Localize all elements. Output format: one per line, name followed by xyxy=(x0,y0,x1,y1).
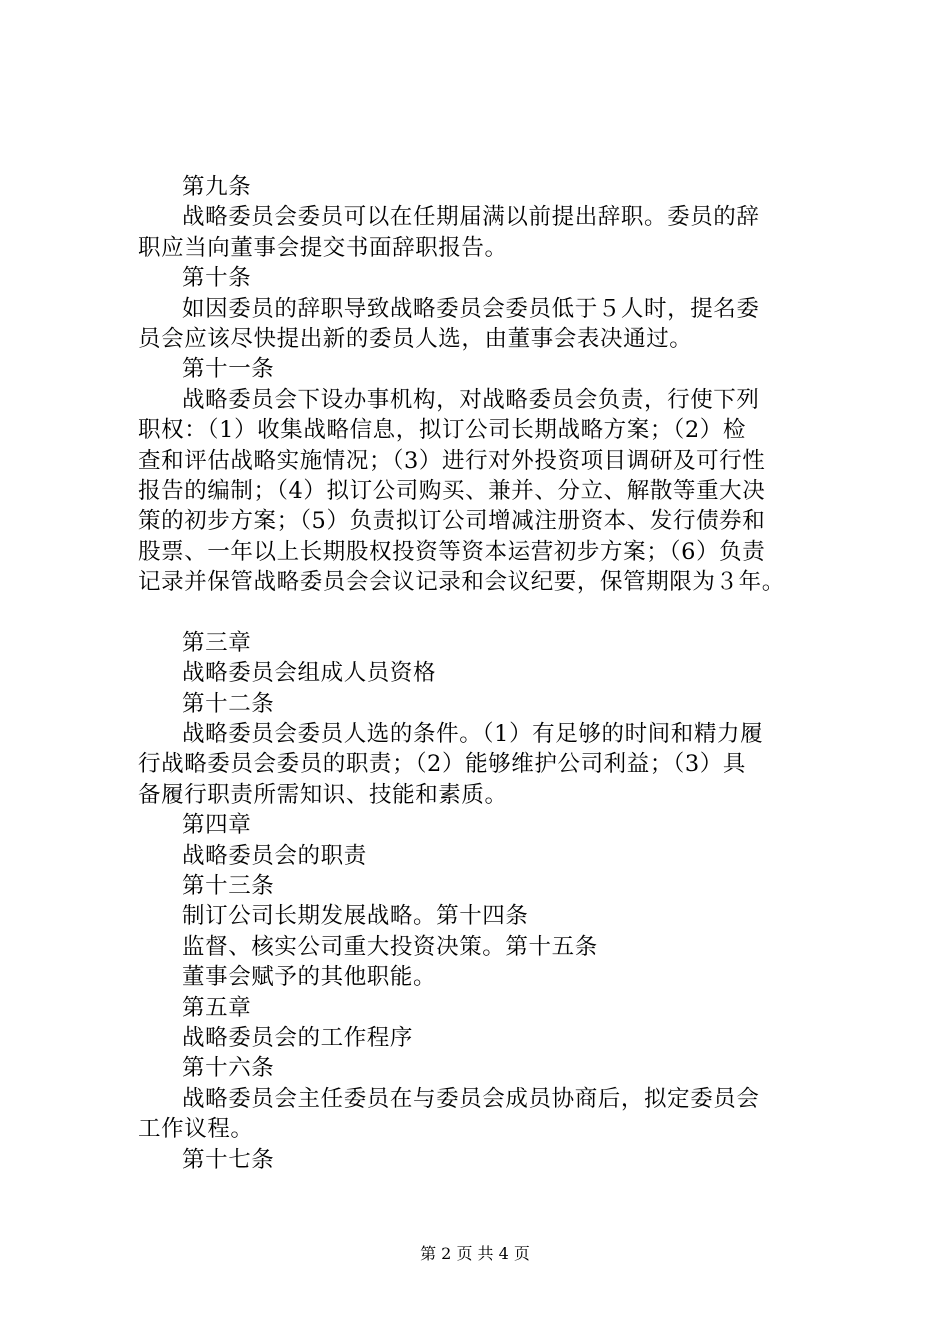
text-line: 战略委员会的工作程序 xyxy=(182,1024,414,1051)
text-line: 第十七条 xyxy=(182,1146,275,1173)
text-line: 第十条 xyxy=(182,265,252,292)
text-line: 第五章 xyxy=(182,994,252,1021)
text-line: 股票、一年以上长期股权投资等资本运营初步方案；（6）负责 xyxy=(138,538,766,565)
text-line: 备履行职责所需知识、技能和素质。 xyxy=(138,781,508,808)
text-line: 查和评估战略实施情况；（3）进行对外投资项目调研及可行性 xyxy=(138,447,766,474)
text-line: 职权：（1）收集战略信息，拟订公司长期战略方案；（2）检 xyxy=(138,417,746,444)
text-line: 战略委员会委员人选的条件。（1）有足够的时间和精力履 xyxy=(182,721,764,748)
text-line: 职应当向董事会提交书面辞职报告。 xyxy=(138,234,508,261)
text-line: 如因委员的辞职导致战略委员会委员低于５人时，提名委 xyxy=(182,295,760,322)
text-line: 记录并保管战略委员会会议记录和会议纪要，保管期限为３年。 xyxy=(138,569,785,596)
text-line: 行战略委员会委员的职责；（2）能够维护公司利益；（3）具 xyxy=(138,751,746,778)
text-line: 战略委员会的职责 xyxy=(182,842,367,869)
text-line: 战略委员会组成人员资格 xyxy=(182,660,437,687)
blank-line xyxy=(138,597,838,627)
text-line: 董事会赋予的其他职能。 xyxy=(182,964,437,991)
text-line: 员会应该尽快提出新的委员人选，由董事会表决通过。 xyxy=(138,325,693,352)
text-line: 制订公司长期发展战略。第十四条 xyxy=(182,903,529,930)
text-line: 报告的编制；（4）拟订公司购买、兼并、分立、解散等重大决 xyxy=(138,477,766,504)
text-line: 第十一条 xyxy=(182,356,275,383)
text-line: 第四章 xyxy=(182,812,252,839)
text-line: 战略委员会主任委员在与委员会成员协商后，拟定委员会 xyxy=(182,1085,760,1112)
text-line: 第十三条 xyxy=(182,872,275,899)
text-line: 监督、核实公司重大投资决策。第十五条 xyxy=(182,933,598,960)
text-line: 战略委员会下设办事机构，对战略委员会负责，行使下列 xyxy=(182,386,760,413)
page-footer: 第 2 页 共 4 页 xyxy=(420,1244,530,1263)
text-line: 第三章 xyxy=(182,629,252,656)
text-line: 第十六条 xyxy=(182,1055,275,1082)
document-body xyxy=(138,172,838,1175)
text-line: 工作议程。 xyxy=(138,1116,254,1143)
text-line: 第九条 xyxy=(182,174,252,200)
text-line: 第十二条 xyxy=(182,690,275,717)
text-line: 策的初步方案；（5）负责拟订公司增减注册资本、发行债券和 xyxy=(138,508,766,535)
text-line: 战略委员会委员可以在任期届满以前提出辞职。委员的辞 xyxy=(182,204,760,231)
